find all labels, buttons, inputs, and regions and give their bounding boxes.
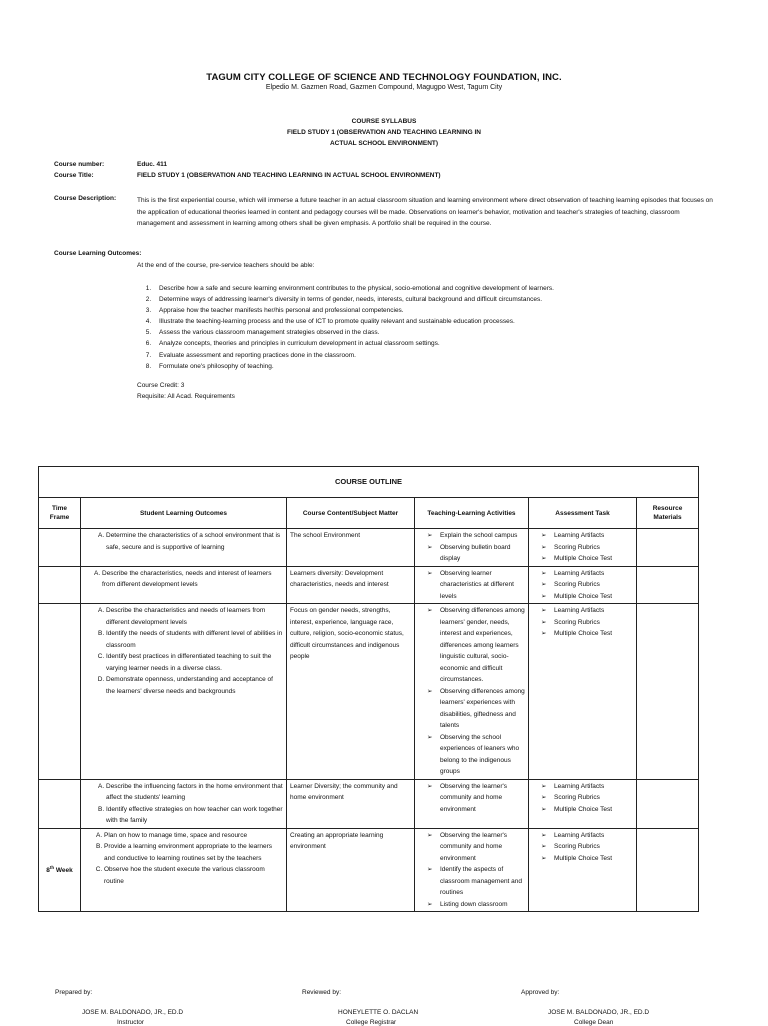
slo-item: A. Determine the characteristics of a school environment that is safe, secure and is supportive of learning [106,530,283,553]
time-frame-cell [39,529,81,567]
activity-item: ➢ Observing the learner's community and home environment [440,781,525,816]
week-word: Week [54,867,73,875]
slo-item: B. Provide a learning environment appropriate to the learners and conductive to learning routines set by the teachers [104,841,283,864]
header-course-content: Course Content/Subject Matter [287,498,415,529]
course-title-label: Course Title: [54,172,94,179]
outcome-item: 1. Describe how a safe and secure learning environment contributes to the physical, socio-emotional and cognitive development of learners. [153,283,713,294]
header-resources: Resource Materials [637,498,699,529]
outcome-item: 3. Appraise how the teacher manifests her/his personal and professional competencies. [153,305,713,316]
slo-cell [81,566,287,604]
resources-cell [637,604,699,780]
table-row [39,566,699,604]
outcome-item: 2. Determine ways of addressing learner's diversity in terms of gender, needs, interests, cultural background and difficult circumstances. [153,294,713,305]
assessment-item: ➢ Scoring Rubrics [554,792,633,804]
assessment-item: ➢ Learning Artifacts [554,568,633,580]
resources-cell [637,779,699,828]
course-outline-table [38,466,699,912]
institution-name: TAGUM CITY COLLEGE OF SCIENCE AND TECHNOLOGY FOUNDATION, INC. [206,72,562,83]
outcome-item: 5. Assess the various classroom management strategies observed in the class. [153,327,713,338]
slo-item: C. Observe hoe the student execute the various classroom routine [104,864,283,887]
approved-by-label: Approved by: [521,989,560,996]
content-cell: Creating an appropriate learning environment [287,828,415,912]
time-frame-cell [39,779,81,828]
slo-item: A. Plan on how to manage time, space and resource [104,830,283,842]
header-student-learning-outcomes: Student Learning Outcomes [81,498,287,529]
assessment-cell [529,828,637,912]
assessment-item: ➢ Multiple Choice Test [554,853,633,865]
reviewed-by-title: College Registrar [346,1019,397,1026]
time-frame-cell [39,604,81,780]
course-outcomes-label: Course Learning Outcomes: [54,250,142,257]
syllabus-subheading-2: ACTUAL SCHOOL ENVIRONMENT) [329,140,439,147]
assessment-item: ➢ Scoring Rubrics [554,542,633,554]
slo-cell [81,604,287,780]
course-outcomes-list [137,283,713,372]
activity-item: ➢ Explain the school campus [440,530,525,542]
activities-cell [415,779,529,828]
header-time-frame: Time Frame [39,498,81,529]
slo-item: D. Demonstrate openness, understanding and acceptance of the learners' diverse needs and backgrounds [106,674,283,697]
assessment-cell [529,566,637,604]
table-row [39,604,699,780]
slo-cell [81,828,287,912]
assessment-cell [529,604,637,780]
content-cell: The school Environment [287,529,415,567]
outcome-item: 4. Illustrate the teaching-learning process and the use of ICT to promote quality relevant and sustainable education processes. [153,316,713,327]
outcome-item: 6. Analyze concepts, theories and principles in curriculum development in actual classroom settings. [153,338,713,349]
reviewed-by-label: Reviewed by: [302,989,342,996]
course-requisite: Requisite: All Acad. Requirements [137,393,235,400]
approved-by-name: JOSE M. BALDONADO, JR., ED.D [548,1009,650,1016]
prepared-by-name: JOSE M. BALDONADO, JR., ED.D [82,1009,184,1016]
assessment-item: ➢ Multiple Choice Test [554,804,633,816]
week-number: 8 [46,867,50,875]
activity-item: ➢ Observing bulletin board display [440,542,525,565]
activities-cell [415,529,529,567]
syllabus-subheading-1: FIELD STUDY 1 (OBSERVATION AND TEACHING LEARNING IN [287,129,481,136]
syllabus-heading: COURSE SYLLABUS [351,118,417,125]
course-credit: Course Credit: 3 [137,382,185,389]
slo-cell [81,779,287,828]
assessment-cell [529,779,637,828]
content-cell: Learners diversity: Development characteristics, needs and interest [287,566,415,604]
slo-item: A. Describe the characteristics, needs and interest of learners from different development levels [102,568,283,591]
header-assessment: Assessment Task [529,498,637,529]
assessment-item: ➢ Scoring Rubrics [554,841,633,853]
header-activities: Teaching-Learning Activities [415,498,529,529]
time-frame-cell [39,566,81,604]
activity-item: ➢ Observing differences among learners' gender, needs, interest and experiences, differences among learners linguistic cultural, socio-economic and difficult circumstances. [440,605,525,686]
table-row [39,779,699,828]
assessment-item: ➢ Learning Artifacts [554,830,633,842]
content-cell: Learner Diversity; the community and home environment [287,779,415,828]
assessment-item: ➢ Multiple Choice Test [554,591,633,603]
week-ordinal: th [49,865,55,871]
assessment-item: ➢ Multiple Choice Test [554,628,633,640]
course-title: FIELD STUDY 1 (OBSERVATION AND TEACHING LEARNING IN ACTUAL SCHOOL ENVIRONMENT) [137,172,441,179]
assessment-item: ➢ Learning Artifacts [554,530,633,542]
activity-item: ➢ Identify the aspects of classroom management and routines [440,864,525,899]
activity-item: ➢ Observing the school experiences of leaners who belong to the indigenous groups [440,732,525,778]
approved-by-title: College Dean [574,1019,614,1026]
slo-cell [81,529,287,567]
prepared-by-title: Instructor [117,1019,145,1026]
resources-cell [637,566,699,604]
course-number-label: Course number: [54,161,105,168]
slo-item: A. Describe the characteristics and needs of learners from different development levels [106,605,283,628]
course-number: Educ. 411 [137,161,167,168]
slo-item: C. Identify best practices in differentiated teaching to suit the varying learner needs in a diverse class. [106,651,283,674]
assessment-item: ➢ Learning Artifacts [554,781,633,793]
assessment-item: ➢ Scoring Rubrics [554,617,633,629]
course-description: This is the first experiential course, which will immerse a future teacher in an actual classroom situation and learning environment where direct observation of teaching learning episodes that focuses on the application of educational theories learned in content and pedagogy courses will be made. Observations on learner's behavior, motivation and teacher's strategies of teaching, classroom management and assessment in learning among others shall be given emphasis. A portfolio shall be required in the course. [137,197,713,227]
slo-item: B. Identify effective strategies on how teacher can work together with the family [106,804,283,827]
slo-item: A. Describe the influencing factors in the home environment that affect the students' learning [106,781,283,804]
assessment-item: ➢ Scoring Rubrics [554,579,633,591]
activity-item: ➢ Listing down classroom [440,899,525,911]
activities-cell [415,566,529,604]
course-outcomes-intro: At the end of the course, pre-service teachers should be able: [137,262,315,269]
course-description-label: Course Description: [54,195,117,202]
activity-item: ➢ Observing the learner's community and home environment [440,830,525,865]
outline-title: COURSE OUTLINE [39,467,699,498]
institution-address: Elpedio M. Gazmen Road, Gazmen Compound, Magugpo West, Tagum City [265,84,503,91]
page-break-mask [37,932,701,982]
slo-item: B. Identify the needs of students with different level of abilities in classroom [106,628,283,651]
resources-cell [637,828,699,912]
resources-cell [637,529,699,567]
reviewed-by-name: HONEYLETTE O. DACLAN [338,1009,419,1016]
outcome-item: 8. Formulate one's philosophy of teaching. [153,361,713,372]
activities-cell [415,828,529,912]
assessment-cell [529,529,637,567]
table-row [39,529,699,567]
activities-cell [415,604,529,780]
assessment-item: ➢ Multiple Choice Test [554,553,633,565]
content-cell: Focus on gender needs, strengths, interest, experience, language race, culture, religion, socio-economic status, difficult circumstances and indigenous people [287,604,415,780]
prepared-by-label: Prepared by: [55,989,93,996]
activity-item: ➢ Observing learner characteristics at different levels [440,568,525,603]
assessment-item: ➢ Learning Artifacts [554,605,633,617]
time-frame-cell [39,828,81,912]
outcome-item: 7. Evaluate assessment and reporting practices done in the classroom. [153,350,713,361]
table-row [39,828,699,912]
activity-item: ➢ Observing differences among learners' experiences with disabilities, giftedness and talents [440,686,525,732]
